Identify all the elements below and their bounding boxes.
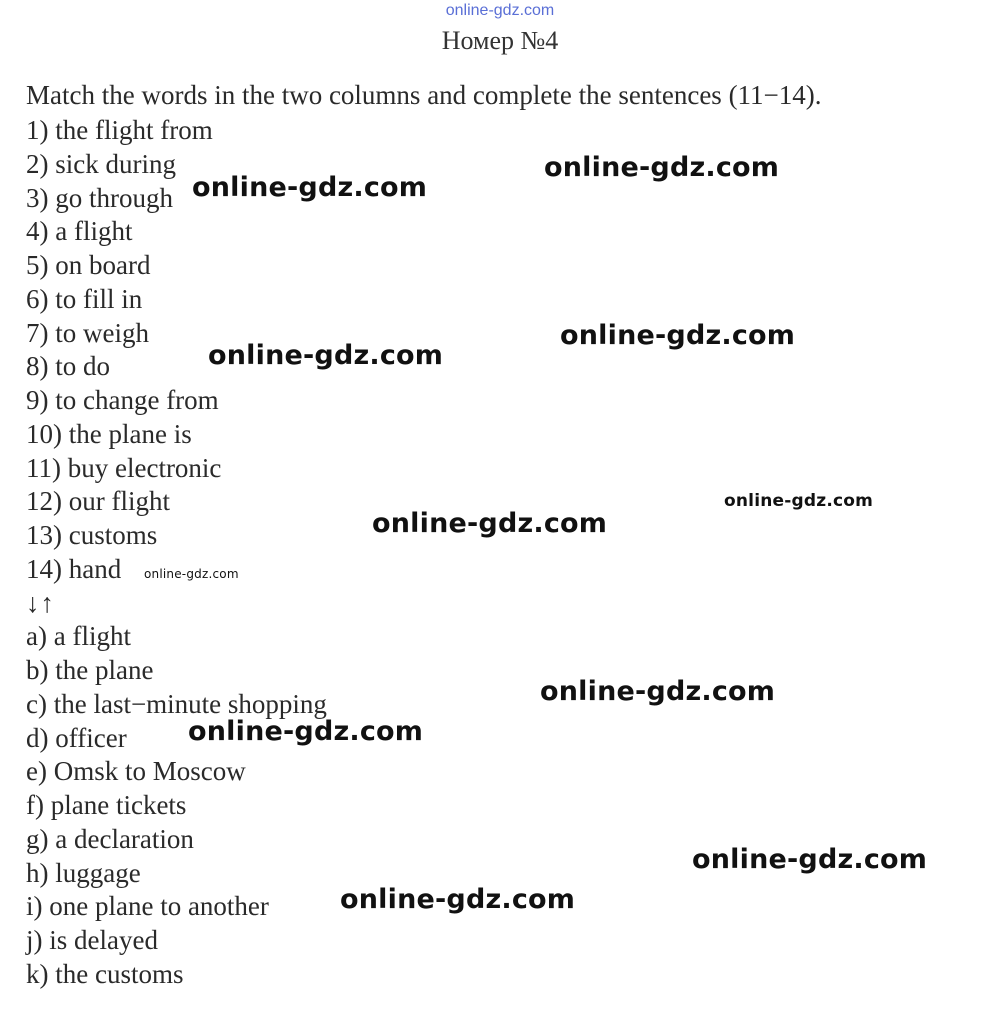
watermark: online-gdz.com	[540, 676, 776, 707]
watermark: online-gdz.com	[724, 491, 874, 511]
list-item-e: e) Omsk to Moscow	[26, 756, 246, 787]
watermark: online-gdz.com	[340, 884, 576, 915]
list-item-12: 12) our flight	[26, 486, 170, 517]
list-item-k: k) the customs	[26, 958, 184, 989]
watermark: online-gdz.com	[144, 567, 239, 581]
list-item-11: 11) buy electronic	[26, 452, 222, 483]
list-item-i: i) one plane to another	[26, 891, 269, 922]
list-item-2: 2) sick during	[26, 148, 176, 179]
list-item-j: j) is delayed	[26, 925, 158, 955]
site-link[interactable]: online-gdz.com	[445, 2, 555, 19]
match-arrows-icon: ↓↑	[26, 587, 55, 618]
list-item-1: 1) the flight from	[26, 115, 213, 145]
list-item-8: 8) to do	[26, 351, 110, 382]
list-item-10: 10) the plane is	[26, 418, 192, 449]
exercise-instruction: Match the words in the two columns and complete the sentences (11−14).	[26, 80, 822, 110]
list-item-6: 6) to fill in	[26, 283, 143, 314]
list-item-14: 14) hand	[26, 553, 122, 584]
list-item-d: d) officer	[26, 722, 127, 753]
list-item-13: 13) customs	[26, 520, 158, 550]
list-item-3: 3) go through	[26, 182, 173, 213]
list-item-c: c) the last−minute shopping	[26, 688, 327, 719]
list-item-b: b) the plane	[26, 655, 154, 685]
list-item-a: a) a flight	[26, 621, 131, 652]
list-item-g: g) a declaration	[26, 823, 194, 854]
list-item-4: 4) a flight	[26, 216, 133, 247]
watermark: online-gdz.com	[692, 844, 928, 875]
watermark: online-gdz.com	[192, 172, 428, 203]
watermark: online-gdz.com	[560, 320, 796, 351]
watermark: online-gdz.com	[208, 340, 444, 371]
exercise-list	[26, 114, 327, 992]
list-item-f: f) plane tickets	[26, 790, 187, 820]
list-item-9: 9) to change from	[26, 385, 219, 415]
watermark: online-gdz.com	[544, 152, 780, 183]
page-title: Номер №4	[441, 26, 559, 55]
list-item-7: 7) to weigh	[26, 317, 149, 348]
watermark: online-gdz.com	[372, 508, 608, 539]
list-item-h: h) luggage	[26, 857, 141, 888]
list-item-5: 5) on board	[26, 250, 151, 280]
watermark: online-gdz.com	[188, 716, 424, 747]
